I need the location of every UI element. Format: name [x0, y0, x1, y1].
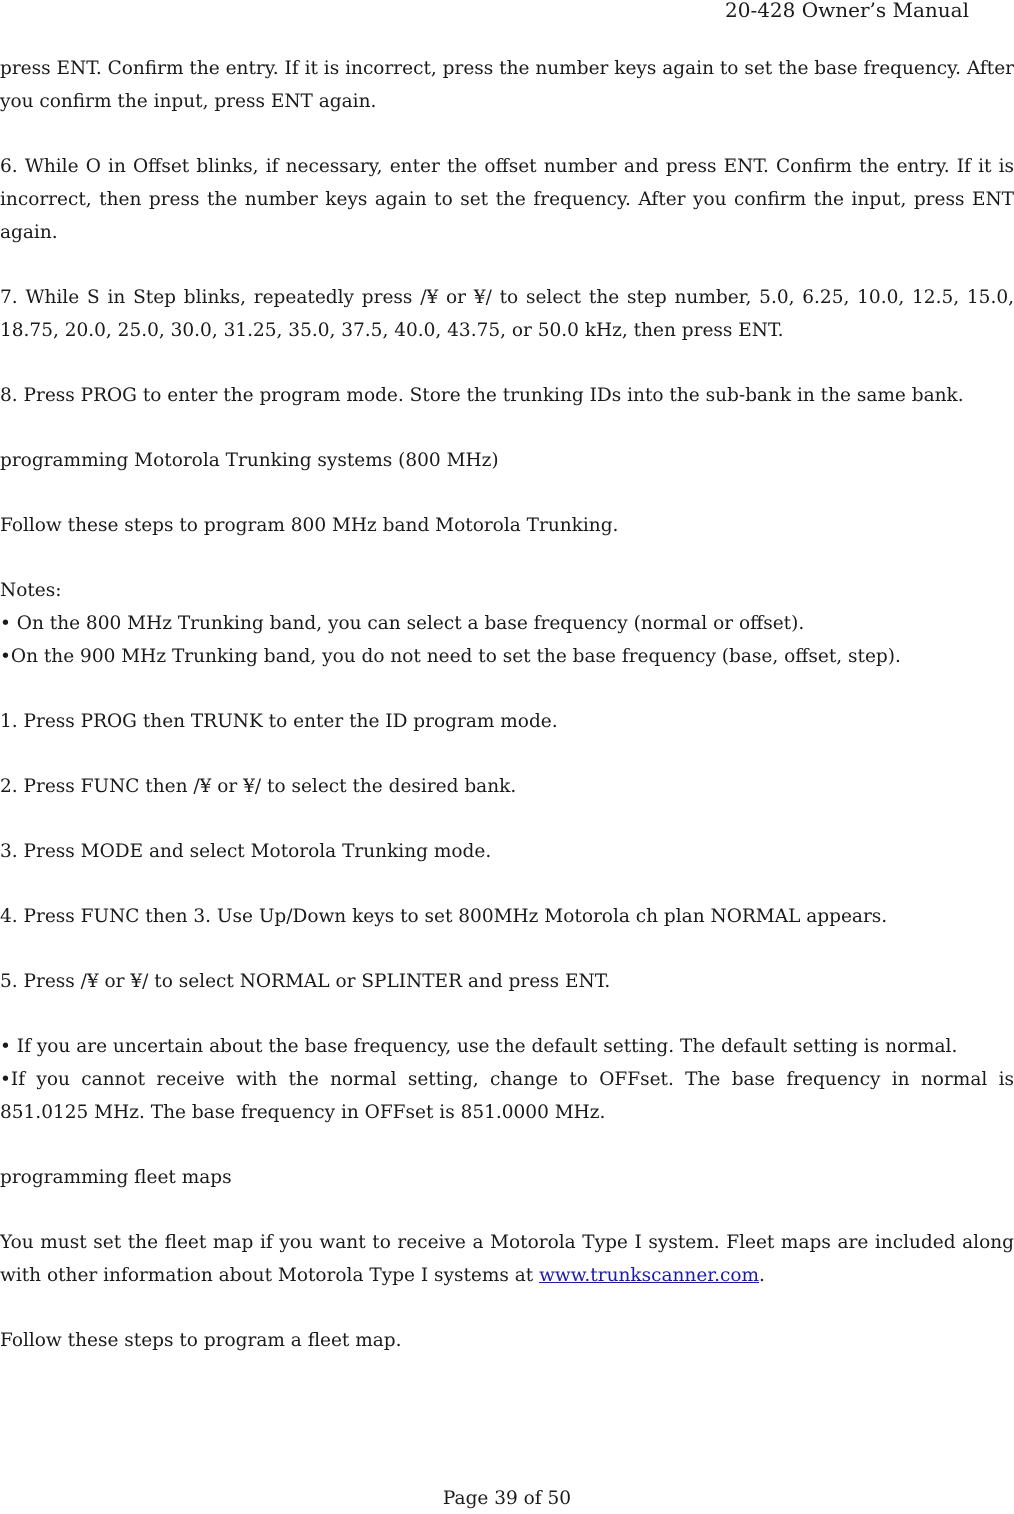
step-6-offset: 6. While O in Offset blinks, if necessary, enter the offset number and press ENT. Confirm the entry. If it is incorrect, then press the number keys again to set the frequency. After you confirm the input, press ENT again.	[0, 156, 1014, 243]
spacer	[0, 347, 1014, 379]
step-5: 5. Press /¥ or ¥/ to select NORMAL or SPLINTER and press ENT.	[0, 971, 611, 992]
step-3: 3. Press MODE and select Motorola Trunking mode.	[0, 841, 492, 862]
paragraph-base-frequency: press ENT. Confirm the entry. If it is incorrect, press the number keys again to set the base frequency. After you confirm the input, press ENT again.	[0, 58, 1014, 112]
spacer	[0, 803, 1014, 835]
trunkscanner-link[interactable]: www.trunkscanner.com	[539, 1265, 759, 1286]
spacer	[0, 249, 1014, 281]
spacer	[0, 412, 1014, 444]
spacer	[0, 1129, 1014, 1161]
note-800mhz: • On the 800 MHz Trunking band, you can select a base frequency (normal or offset).	[0, 613, 805, 634]
step-1: 1. Press PROG then TRUNK to enter the ID program mode.	[0, 711, 558, 732]
spacer	[0, 738, 1014, 770]
spacer	[0, 673, 1014, 705]
fleet-map-period: .	[759, 1265, 765, 1286]
spacer	[0, 1194, 1014, 1226]
step-8-prog: 8. Press PROG to enter the program mode. Store the trunking IDs into the sub-bank in the same bank.	[0, 385, 964, 406]
manual-title: 20-428 Owner’s Manual	[725, 0, 969, 22]
spacer	[0, 868, 1014, 900]
section-heading-motorola: programming Motorola Trunking systems (800 MHz)	[0, 450, 499, 471]
spacer	[0, 542, 1014, 574]
step-2: 2. Press FUNC then /¥ or ¥/ to select the desired bank.	[0, 776, 517, 797]
page-number: Page 39 of 50	[442, 1488, 572, 1509]
paragraph-follow-steps: Follow these steps to program 800 MHz band Motorola Trunking.	[0, 515, 619, 536]
step-4: 4. Press FUNC then 3. Use Up/Down keys to set 800MHz Motorola ch plan NORMAL appears.	[0, 906, 888, 927]
spacer	[0, 998, 1014, 1030]
step-7-step: 7. While S in Step blinks, repeatedly press /¥ or ¥/ to select the step number, 5.0, 6.25, 10.0, 12.5, 15.0, 18.75, 20.0, 25.0, 30.0, 31.25, 35.0, 37.5, 40.0, 43.75, or 50.0 kHz, then press ENT.	[0, 287, 1014, 341]
paragraph-fleet-map	[0, 1226, 1014, 1292]
note-900mhz: •On the 900 MHz Trunking band, you do not need to set the base frequency (base, offset, step).	[0, 646, 901, 667]
spacer	[0, 118, 1014, 150]
page-content	[0, 52, 1014, 1357]
fleet-map-text: You must set the fleet map if you want to receive a Motorola Type I system. Fleet maps are included along with other information about Motorola Type I systems at	[0, 1232, 1014, 1286]
section-heading-fleet-maps: programming fleet maps	[0, 1167, 232, 1188]
spacer	[0, 477, 1014, 509]
spacer	[0, 933, 1014, 965]
bullet-offset: •If you cannot receive with the normal setting, change to OFFset. The base frequency in normal is 851.0125 MHz. The base frequency in OFFset is 851.0000 MHz.	[0, 1069, 1014, 1123]
spacer	[0, 1292, 1014, 1324]
notes-label: Notes:	[0, 580, 62, 601]
bullet-uncertain: • If you are uncertain about the base frequency, use the default setting. The default setting is normal.	[0, 1036, 958, 1057]
paragraph-follow-fleet-map: Follow these steps to program a fleet map.	[0, 1330, 402, 1351]
